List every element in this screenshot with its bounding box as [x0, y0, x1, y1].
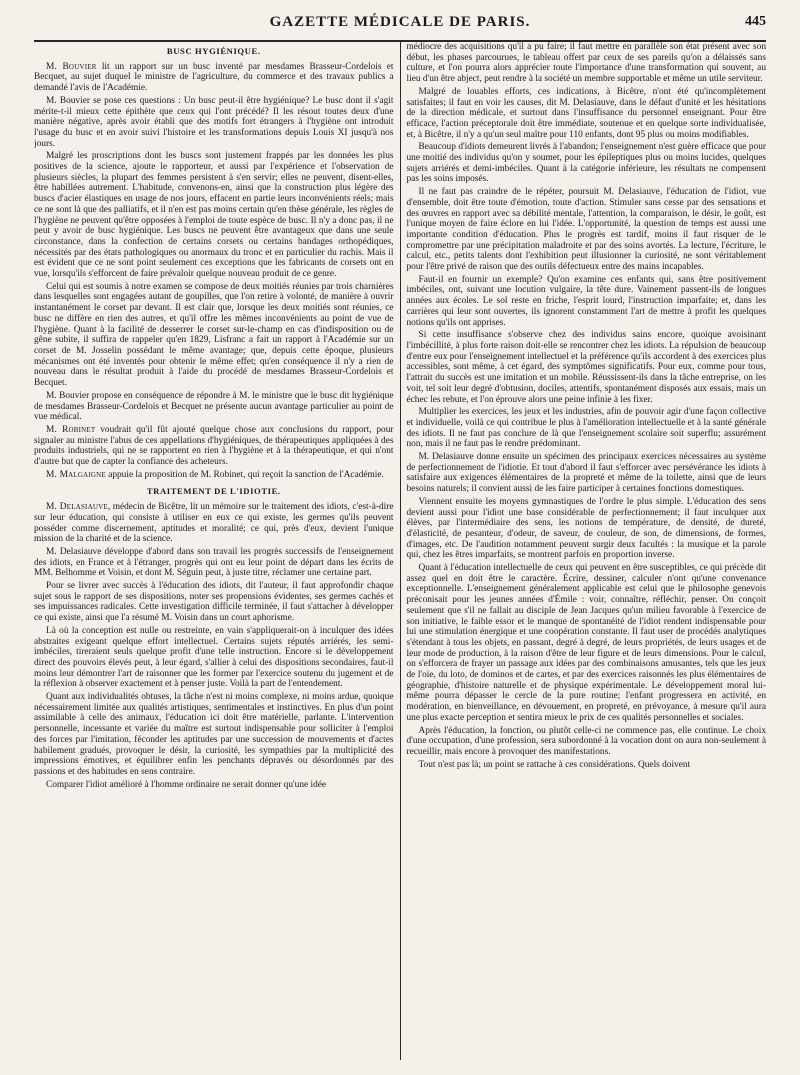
paragraph: Quant à l'éducation intellectuelle de ceux qui peuvent en être susceptibles, ce qui précède dit assez quel en doit être le caractère. Écrire, dessiner, calculer n'ont qu'une convenance exceptionnelle. L'enseignement généralement applicable est celui que le philosophe genevois préconisait pour les jeunes années d'Émile : voir, connaître, réfléchir, penser. On conçoit seulement que s'il ne fallait au disciple de Jean Jacques qu'un milieu favorable à l'exercice de son initiative, le faible essor et le manque de spontanéité de l'idiot rendent indispensable pour lui une stimulation énergique et une coopération constante. Il faut user de procédés analytiques s'étendant à tous les objets, en passant, degré à degré, de leurs propriétés, de leurs usages et de leur mode de production, à la raison d'être de leur figure et de leurs dimensions. Pour le calcul, on s'efforcera de frayer un passage aux idées par des combinaisons amusantes, tels que les jeux de l'oie, du loto, de dominos et de cartes, et par des exercices raisonnés les plus élémentaires de géographie, d'histoire naturelle et de physique expérimentale. Le développement moral lui-même pourra dépasser le cercle de la pure routine; l'enfant progressera en activité, en modération, en bienveillance, en dévouement, en propreté, en prévoyance, à mesure qu'il aura une plus exacte perception et sentira mieux le prix de ces qualités personnelles et sociales. [406, 563, 766, 723]
paragraph-text: appuie la proposition de M. Robinet, qui reçoit la sanction de l'Académie. [105, 469, 384, 480]
paragraph: M. Bouvier propose en conséquence de répondre à M. le ministre que le busc dit hygiénique de mesdames Brasseur-Cordelois et Becquet ne présente aucun avantage particulier au point de vue médical. [34, 390, 394, 423]
left-column [34, 42, 400, 1060]
section-title-idiotie: TRAITEMENT DE L'IDIOTIE. [146, 486, 281, 497]
page-header [34, 12, 766, 38]
paragraph: Multiplier les exercices, les jeux et les industries, afin de pouvoir agir d'une façon collective et individuelle, voilà ce qui contribue le plus à l'amélioration intellectuelle et à la santé générale des idiots. Il ne faut pas conclure de là que l'enseignement scolaire soit superflu; assurément non, mais il ne faut pas le rendre prédominant. [406, 407, 766, 450]
right-column [401, 42, 767, 1060]
paragraph: Si cette insuffisance s'observe chez des individus sains encore, quoique avoisinant l'imbécillité, à plus forte raison doit-elle se rencontrer chez les idiots. La répulsion de beaucoup d'entre eux pour l'enseignement intellectuel et la préférence qu'ils accordent à des exercices plus accessibles, sont même, à cet égard, des symptômes significatifs. Pour eux, comme pour tous, l'attrait du succès est une imitation et un mobile. Réussissent-ils dans la tâche entreprise, on les voit, tel soit leur degré d'obtusion, dociles, attentifs, spontanément disposés aux essais, mais un échec les rebute, et l'on éprouve alors une peine infinie à les fixer. [406, 330, 766, 405]
paragraph [34, 470, 394, 481]
paragraph: Il ne faut pas craindre de le répéter, poursuit M. Delasiauve, l'éducation de l'idiot, vue d'ensemble, doit être toute d'émotion, toute d'action. Stimuler sans cesse par des sensations et des œuvres en rapport avec sa débilité mentale, l'attention, la comparaison, le désir, le goût, est l'unique moyen de faire éclore en lui l'idée. L'opportunité, la question de temps est aussi une importante condition d'éducation. Plus le progrès est tardif, moins il faut risquer de le compromettre par une précipitation maladroite et par des soins avortés. La lecture, l'écriture, le calcul, etc., petits talents dont l'exhibition peut illusionner la curiosité, ne sont véritablement pour l'être privé de raison que des outils défectueux entre des mains incapables. [406, 187, 766, 273]
paragraph: Malgré de louables efforts, ces indications, à Bicêtre, n'ont été qu'incomplètement satisfaites; il faut en voir les causes, dit M. Delasiauve, dans le défaut d'unité et les hésitations de la direction médicale, et surtout dans l'insuffisance du personnel enseignant. Pour être efficace, l'action préceptorale doit être immédiate, soutenue et en quelque sorte individualisée, et, à Bicêtre, il n'y a qu'un seul maître pour 110 enfants, dont 95 plus ou moins modifiables. [406, 86, 766, 140]
paragraph: Là où la conception est nulle ou restreinte, en vain s'appliquerait-on à inculquer des idées abstraites exigeant quelque effort intellectuel. Certains sujets réputés arriérés, les semi-imbéciles, tireraient seuls quelque profit d'une telle instruction. Encore si le développement direct des pouvoirs élevés peut, à leur égard, s'allier à celui des dispositions secondaires, faut-il moins leur démontrer l'art de raisonner que les former par l'exercice soutenu du jugement et de la réflexion à observer exactement et à penser juste. Voilà la part de l'entendement. [34, 625, 394, 690]
paragraph: Comparer l'idiot amélioré à l'homme ordinaire ne serait donner qu'une idée [46, 779, 327, 790]
paragraph-text: voudrait qu'il fût ajouté quelque chose aux conclusions du rapport, pour signaler au ministre l'abus de ces appellations d'hygiéniques, de thérapeutiques appliquées à des produits industriels, qui ne se rapportent en rien à l'hygiène et à la thérapeutique, et qui n'ont d'autre but que de capter la confiance des acheteurs. [34, 424, 394, 468]
paragraph: Viennent ensuite les moyens gymnastiques de l'ordre le plus simple. L'éducation des sens devient aussi pour l'idiot une base considérable de perfectionnement; il faut inculquer aux élèves, par l'intermédiaire des sens, les notions de température, de densité, de dureté, d'élasticité, de pesanteur, d'odeur, de saveur, de couleur, de son, de dimensions, de formes, d'images, etc. De l'audition notamment peuvent surgir deux facultés : la musique et la parole qui, chez les êtres imparfaits, se montrent parfois en proportion inverse. [406, 496, 766, 561]
author-name: M. Malgaigne [46, 469, 106, 480]
paragraph: Pour se livrer avec succès à l'éducation des idiots, dit l'auteur, il faut approfondir chaque sujet sous le rapport de ses dispositions, noter ses propensions évidentes, ses germes cachés et ses impuissances radicales. Cette investigation difficile terminée, il faut s'attacher à développer ce qui existe, ainsi que l'a résumé M. Voisin dans un court aphorisme. [34, 581, 394, 624]
paragraph: Quant aux individualités obtuses, la tâche n'est ni moins complexe, ni moins ardue, quoique nécessairement limitée aux qualités artistiques, sentimentales et instinctives. En plus d'un point assimilable à celle des animaux, l'éducation ici doit être matérielle, parlante. L'intervention personnelle, incessante et variée du maître est surtout indispensable pour solliciter à l'emploi des forces par l'imitation, féconder les aptitudes par une succession de mouvements et d'actes habilement gradués, provoquer le désir, la curiosité, les sympathies par la multiplicité des impressions émotives, et équilibrer enfin les penchants dépravés ou désordonnés par des passions et des habitudes en sens contraire. [34, 692, 394, 777]
paragraph-text: , médecin de Bicêtre, lit un mémoire sur le traitement des idiots, c'est-à-dire sur leur éducation, qui consiste à utiliser en eux ce qui existe, les germes qu'ils peuvent posséder comme discernement, aptitudes et moralité; ce qui, près d'eux, devient l'unique mission de la charité et de la science. [34, 502, 394, 545]
paragraph: Faut-il en fournir un exemple? Qu'on examine ces enfants qui, sans être positivement imbéciles, ont, suivant une locution vulgaire, la tête dure. Vainement passent-ils de longues années aux écoles. Le sol reste en friche, l'esprit lourd, l'instruction imparfaite; et, dans les carrières qui leur sont ouvertes, ils ignorent constamment l'art de mettre à profit les quelques notions qu'ils ont apprises. [406, 274, 766, 328]
paragraph: Malgré les proscriptions dont les buscs sont justement frappés par les données les plus positives de la science, ajoute le rapporteur, et aussi par l'expérience et l'observation de plusieurs siècles, la plupart des femmes persistent à s'en servir; elles ne peuvent, disent-elles, être habillées autrement. L'habitude, convenons-en, ainsi que la construction plus légère des buscs d'acier élastiques en usage de nos jours, effacent en partie leurs inconvénients réels; mais ce ne sont là que des palliatifs, et il n'en est pas moins certain qu'en thèse générale, les règles de l'hygiène ne peuvent qu'être opposées à l'emploi de toute espèce de busc. Il n'y a donc pas, il ne peut y avoir de busc hygiénique. Les buscs ne peuvent être avantageux que dans une seule circonstance, dans la confection de certains corsets ou certains bandages orthopédiques, nécessités par des états pathologiques ou anormaux du tronc et en particulier du rachis. Mais il est évident que ce ne sont point seulement ces exceptions que les fabricants de corsets ont en vue, lorsqu'ils s'efforcent de faire prévaloir quelque nouveau produit de ce genre. [34, 151, 394, 280]
paragraph [34, 425, 394, 468]
page-number: 445 [745, 14, 766, 29]
section-title-busc: BUSC HYGIÉNIQUE. [166, 46, 261, 56]
paragraph-text: lit un rapport sur un busc inventé par mesdames Brasseur-Cordelois et Becquet, au sujet duquel le ministre de l'agriculture, du commerce et des travaux publics a demandé l'avis de l'Académie. [34, 61, 394, 94]
paragraph: Tout n'est pas là; un point se rattache à ces considérations. Quels doivent [418, 759, 691, 770]
paragraph: médiocre des acquisitions qu'il a pu faire; il faut mettre en parallèle son état présent avec son début, les phases parcourues, le tableau offert par ceux de ses pareils qu'on a délaissés sans culture, et l'on pourra alors apprécier toute l'importance d'une transformation qui souvent, au lieu d'un être abject, peut rendre à la société un membre supportable et même un utile serviteur. [406, 42, 766, 85]
paragraph: M. Delasiauve développe d'abord dans son travail les progrès successifs de l'enseignement des idiots, en France et à l'étranger, progrès qui ont eu leur point de départ dans les écrits de MM. Belhomme et Voisin, et dont M. Séguin peut, à juste titre, réclamer une certaine part. [34, 546, 394, 579]
article-columns [34, 42, 766, 1060]
paragraph: Après l'éducation, la fonction, ou plutôt celle-ci ne commence pas, elle continue. Le choix d'une occupation, d'une profession, sera subordonné à la vocation dont on aura non-seulement à recueillir, mais encore à provoquer des manifestations. [406, 725, 766, 757]
paragraph [34, 502, 394, 545]
paragraph: M. Bouvier se pose ces questions : Un busc peut-il être hygiénique? Le busc dont il s'agit mérite-t-il mieux cette épithète que ceux qui l'ont précédé? Il les résout toutes deux d'une manière négative, après avoir établi que des motifs fort étrangers à l'hygiène ont introduit l'usage du busc et en avoir suivi l'histoire et les transformations depuis Louis XI jusqu'à nos jours. [34, 95, 394, 149]
author-name: M. Delasiauve [46, 502, 108, 513]
author-name: M. Bouvier [46, 61, 97, 72]
journal-title: GAZETTE MÉDICALE DE PARIS. [269, 14, 531, 30]
paragraph: M. Delasiauve donne ensuite un spécimen des principaux exercices nécessaires au système de perfectionnement de l'idiotie. Et tout d'abord il faut s'efforcer avec persévérance les idiots à satisfaire aux exigences élémentaires de la propreté et même de la toilette, ainsi que de leurs besoins naturels; il convient aussi de les faire participer à certaines fonctions domestiques. [406, 452, 766, 495]
author-name: M. Robinet [46, 424, 96, 435]
paragraph [34, 62, 394, 94]
paragraph: Celui qui est soumis à notre examen se compose de deux moitiés réunies par trois charnières dans lesquelles sont engagées autant de goupilles, que l'on retire à volonté, de manière à ouvrir instantanément le corset par devant. Il est clair que, lorsque les deux moitiés sont réunies, ce busc ne diffère en rien des autres, et qu'il offre les mêmes inconvénients au point de vue de l'hygiène. Quant à la facilité de desserrer le corset sur-le-champ en cas d'indisposition ou de gêne subite, il suffira de rappeler qu'en 1829, Lisfranc a fait un rapport à l'Académie sur un corset de M. Josselin possédant le même avantage; que, depuis cette époque, plusieurs mécanismes ont été inventés pour obtenir le même effet; qu'en conséquence il n'y a rien de nouveau dans le résultat produit à l'aide du procédé de mesdames Brasseur-Cordelois et Becquet. [34, 281, 394, 389]
paragraph: Beaucoup d'idiots demeurent livrés à l'abandon; l'enseignement n'est guère efficace que pour une moitié des individus qu'on y soumet, pour les épileptiques plus ou moins lucides, quelques sujets arriérés et demi-imbéciles. Quant à la catégorie inférieure, les résultats ne compensent pas les soins imposés. [406, 142, 766, 185]
